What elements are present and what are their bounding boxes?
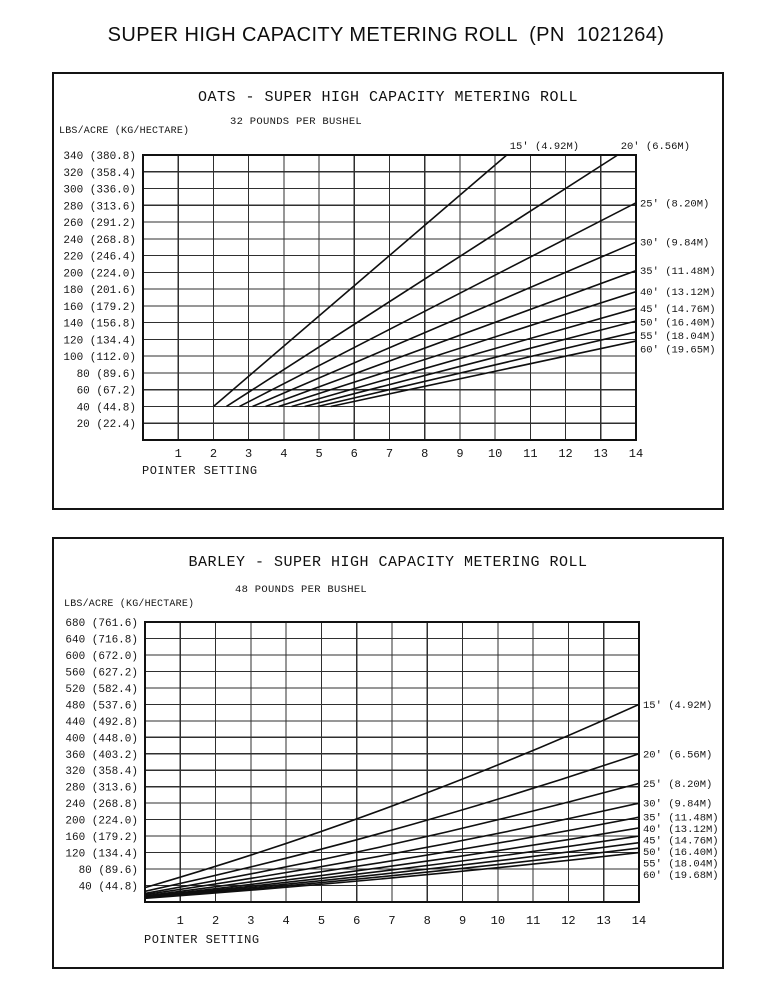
x-tick-label: 13: [593, 447, 608, 461]
series-label: 15' (4.92M): [643, 699, 713, 712]
series-label: 55' (18.04M): [643, 858, 719, 871]
y-tick-label: 40 (44.8): [78, 881, 138, 894]
y-tick-label: 180 (201.6): [63, 285, 136, 298]
series-label: 25' (8.20M): [643, 778, 713, 791]
series-label: 20' (6.56M): [620, 141, 691, 153]
y-tick-label: 300 (336.0): [63, 184, 136, 197]
x-tick-label: 5: [317, 914, 326, 928]
x-tick-label: 13: [596, 914, 611, 928]
y-tick-label: 120 (134.4): [65, 848, 138, 861]
y-tick-label: 360 (403.2): [65, 749, 138, 762]
y-tick-label: 240 (268.8): [65, 799, 138, 812]
x-tick-label: 12: [558, 447, 573, 461]
series-label: 15' (4.92M): [509, 141, 580, 153]
series-label: 45' (14.76M): [643, 835, 719, 848]
x-tick-label: 14: [631, 914, 647, 928]
y-tick-label: 200 (224.0): [63, 268, 136, 281]
barley-chart-title: BARLEY - SUPER HIGH CAPACITY METERING ROLL: [188, 554, 588, 571]
x-tick-label: 4: [280, 447, 288, 461]
oats-y-axis-unit-label: LBS/ACRE (KG/HECTARE): [59, 126, 190, 137]
x-tick-label: 2: [211, 914, 220, 928]
y-tick-label: 80 (89.6): [78, 865, 138, 878]
series-label: 30' (9.84M): [640, 237, 710, 250]
y-tick-label: 440 (492.8): [65, 716, 138, 729]
x-tick-label: 11: [523, 447, 538, 461]
x-tick-label: 7: [385, 447, 394, 461]
x-tick-label: 8: [421, 447, 429, 461]
series-label: 60' (19.65M): [640, 344, 716, 357]
y-tick-label: 40 (44.8): [76, 402, 136, 415]
page-title: SUPER HIGH CAPACITY METERING ROLL (PN 1021264): [107, 24, 665, 46]
series-label: 30' (9.84M): [643, 798, 713, 811]
oats-chart-title: OATS - SUPER HIGH CAPACITY METERING ROLL: [197, 89, 579, 106]
series-line: [331, 341, 636, 406]
y-tick-label: 400 (448.0): [65, 733, 138, 746]
series-label: 35' (11.48M): [643, 812, 719, 825]
x-tick-label: 8: [423, 914, 431, 928]
series-label: 40' (13.12M): [643, 824, 719, 837]
y-tick-label: 560 (627.2): [65, 667, 138, 680]
y-tick-label: 320 (358.4): [65, 766, 138, 779]
oats-chart-panel: [52, 72, 724, 510]
x-tick-label: 10: [487, 447, 503, 461]
y-tick-label: 20 (22.4): [76, 419, 136, 432]
y-tick-label: 140 (156.8): [63, 318, 136, 331]
barley-chart-panel: [52, 537, 724, 969]
y-tick-label: 340 (380.8): [63, 151, 136, 163]
barley-chart-subtitle: 48 POUNDS PER BUSHEL: [235, 584, 368, 596]
series-label: 50' (16.40M): [643, 847, 719, 860]
x-tick-label: 9: [458, 914, 467, 928]
y-tick-label: 160 (179.2): [63, 301, 136, 314]
x-tick-label: 2: [209, 447, 218, 461]
y-tick-label: 280 (313.6): [65, 782, 138, 795]
oats-chart-plot: [54, 74, 722, 508]
x-tick-label: 5: [315, 447, 323, 461]
series-line: [239, 203, 636, 407]
barley-x-axis-label: POINTER SETTING: [144, 933, 260, 947]
oats-chart-subtitle: 32 POUNDS PER BUSHEL: [230, 116, 363, 128]
y-tick-label: 200 (224.0): [65, 815, 138, 828]
barley-chart-plot: [54, 539, 722, 967]
series-label: 50' (16.40M): [640, 317, 716, 330]
x-tick-label: 6: [350, 447, 358, 461]
y-tick-label: 240 (268.8): [63, 234, 136, 247]
series-label: 25' (8.20M): [640, 198, 710, 211]
y-tick-label: 80 (89.6): [76, 368, 136, 381]
series-line: [266, 271, 636, 407]
barley-y-axis-unit-label: LBS/ACRE (KG/HECTARE): [64, 599, 195, 610]
y-tick-label: 160 (179.2): [65, 832, 138, 845]
series-label: 35' (11.48M): [640, 266, 716, 279]
series-label: 55' (18.04M): [640, 330, 716, 343]
y-tick-label: 480 (537.6): [65, 700, 138, 713]
x-tick-label: 14: [628, 447, 644, 461]
x-tick-label: 6: [353, 914, 361, 928]
y-tick-label: 680 (761.6): [65, 618, 138, 630]
x-tick-label: 10: [490, 914, 506, 928]
y-tick-label: 260 (291.2): [63, 218, 136, 231]
y-tick-label: 320 (358.4): [63, 167, 136, 180]
y-tick-label: 600 (672.0): [65, 650, 138, 663]
y-tick-label: 120 (134.4): [63, 335, 136, 348]
series-label: 40' (13.12M): [640, 287, 716, 300]
x-tick-label: 11: [525, 914, 541, 928]
x-tick-label: 1: [174, 447, 182, 461]
y-tick-label: 640 (716.8): [65, 634, 138, 647]
x-tick-label: 4: [282, 914, 290, 928]
series-label: 20' (6.56M): [643, 749, 713, 762]
x-tick-label: 7: [388, 914, 396, 928]
series-line: [213, 155, 506, 406]
y-tick-label: 280 (313.6): [63, 201, 136, 214]
series-label: 45' (14.76M): [640, 303, 716, 316]
x-tick-label: 1: [176, 914, 184, 928]
y-tick-label: 520 (582.4): [65, 683, 138, 696]
series-label: 60' (19.68M): [643, 870, 719, 883]
x-tick-label: 3: [245, 447, 253, 461]
y-tick-label: 220 (246.4): [63, 251, 136, 264]
x-tick-label: 12: [561, 914, 576, 928]
x-tick-label: 3: [247, 914, 255, 928]
y-tick-label: 60 (67.2): [76, 385, 136, 398]
x-tick-label: 9: [456, 447, 464, 461]
y-tick-label: 100 (112.0): [63, 352, 136, 365]
oats-x-axis-label: POINTER SETTING: [142, 464, 258, 478]
